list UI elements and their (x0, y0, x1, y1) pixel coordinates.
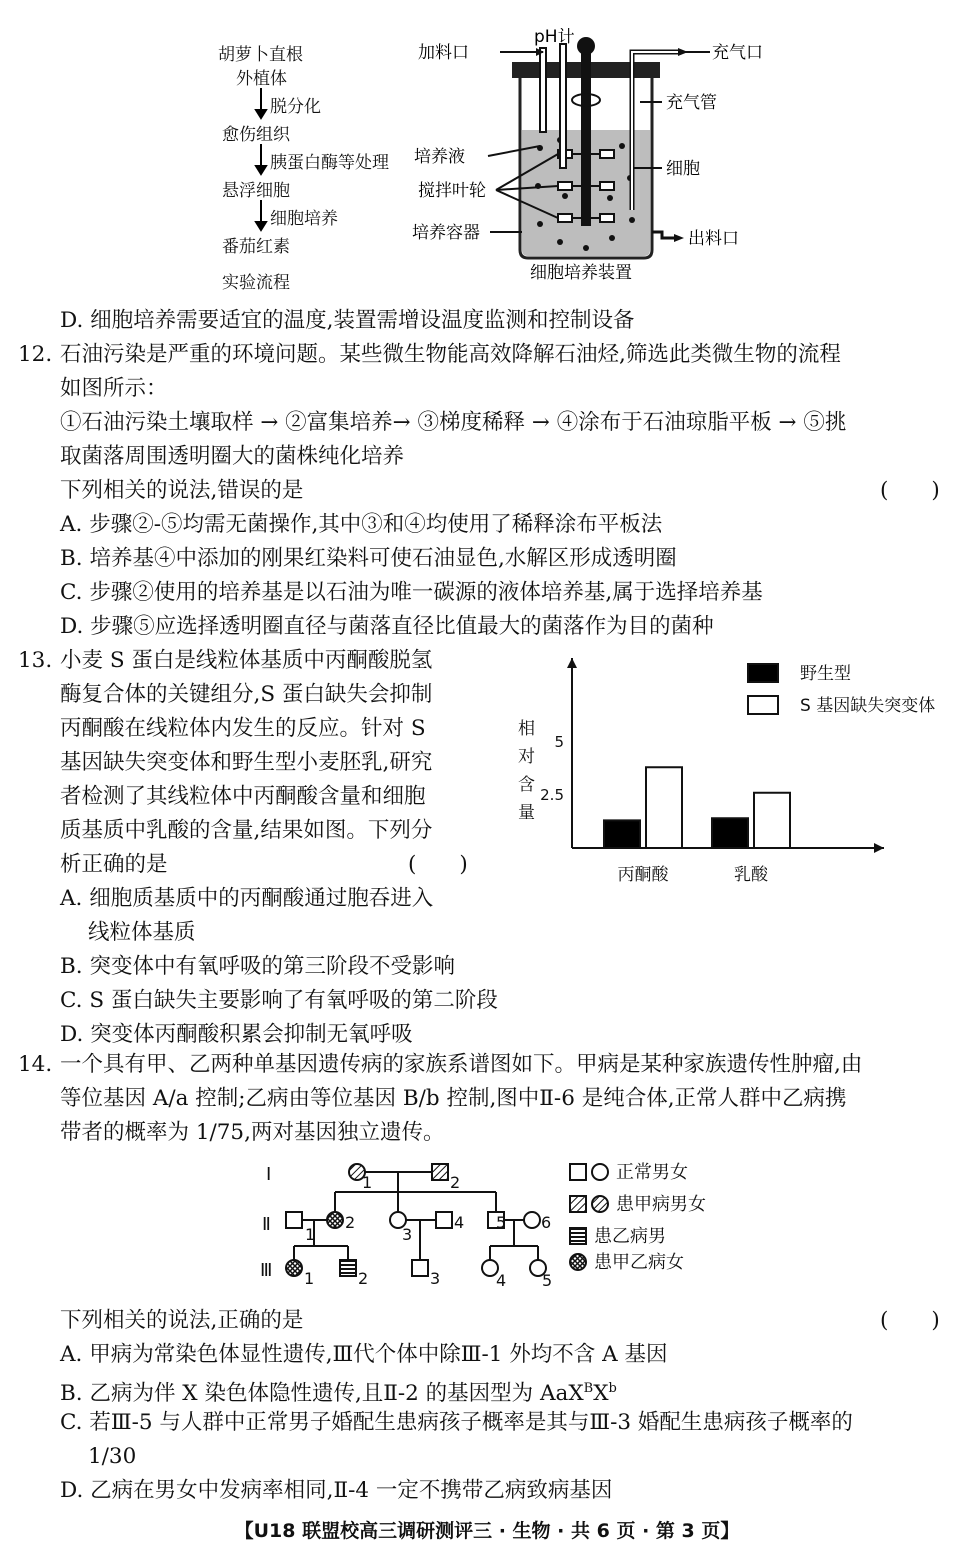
gen-label-1: I (266, 1164, 272, 1185)
q12-number: 12. (18, 342, 53, 367)
q13-option-a-2: 线粒体基质 (88, 920, 196, 945)
label-air-tube: 充气管 (666, 93, 717, 113)
legend-disease-b-male: 患乙病男 (594, 1226, 666, 1247)
flow-step-1b: 外植体 (236, 69, 287, 89)
legend-normal: 正常男女 (616, 1162, 688, 1183)
q13-option-b: B. 突变体中有氧呼吸的第三阶段不受影响 (60, 954, 455, 979)
q12-stem-4: 取菌落周围透明圈大的菌株纯化培养 (60, 444, 405, 469)
legend-label: 野生型 (800, 664, 851, 684)
flow-caption: 实验流程 (222, 273, 290, 293)
y-tick-label: 2.5 (540, 785, 564, 804)
flow-arrow-2-label: 胰蛋白酶等处理 (270, 153, 389, 173)
q14-number: 14. (18, 1052, 53, 1077)
q12-option-c: C. 步骤②使用的培养基是以石油为唯一碳源的液体培养基,属于选择培养基 (60, 580, 763, 605)
y-axis-label-char: 含 (518, 775, 535, 795)
svg-text:6: 6 (541, 1213, 552, 1232)
II-2-female-affected-ab (327, 1212, 343, 1228)
q13-stem-6: 质基质中乳酸的含量,结果如图。下列分 (60, 818, 433, 843)
q12-stem-2: 如图所示： (60, 376, 168, 401)
q14-stem-4: 下列相关的说法,正确的是 (60, 1308, 304, 1333)
q11-option-d: D. 细胞培养需要适宜的温度,装置需增设温度监测和控制设备 (60, 308, 635, 333)
III-1-female-affected-ab (286, 1260, 302, 1276)
q13-stem-2: 酶复合体的关键组分,S 蛋白缺失会抑制 (60, 682, 433, 707)
y-axis-label-char: 对 (518, 747, 535, 767)
label-impeller: 搅拌叶轮 (418, 181, 486, 201)
svg-text:1: 1 (304, 1269, 315, 1288)
q13-stem-4: 基因缺失突变体和野生型小麦胚乳,研究 (60, 750, 433, 775)
bar-0-0 (604, 820, 640, 848)
svg-text:3: 3 (430, 1269, 441, 1288)
q13-bar-chart (500, 648, 960, 898)
flow-arrows (254, 86, 268, 256)
legend-label: S 基因缺失突变体 (800, 696, 936, 716)
III-3-male-normal (412, 1260, 428, 1276)
q14-stem-1: 一个具有甲、乙两种单基因遗传病的家族系谱图如下。甲病是某种家族遗传性肿瘤,由 (60, 1052, 863, 1077)
svg-text:4: 4 (496, 1271, 507, 1290)
label-feed-port: 加料口 (418, 43, 469, 63)
bar-1-1 (754, 793, 790, 848)
svg-text:5: 5 (496, 1213, 507, 1232)
flow-arrow-3-label: 细胞培养 (270, 209, 338, 229)
svg-text:1: 1 (362, 1173, 373, 1192)
q12-stem-5: 下列相关的说法,错误的是 (60, 478, 304, 503)
q14-answer-blank: ( ) (880, 1308, 940, 1333)
flow-arrow-1-label: 脱分化 (270, 97, 321, 117)
label-medium: 培养液 (414, 147, 465, 167)
q14-stem-2: 等位基因 A/a 控制;乙病由等位基因 B/b 控制,图中Ⅱ-6 是纯合体,正常人群中乙病携 (60, 1086, 847, 1111)
label-outlet: 出料口 (688, 229, 739, 249)
flow-step-3: 悬浮细胞 (222, 181, 290, 201)
apparatus-caption: 细胞培养装置 (530, 263, 632, 283)
y-axis-arrow (567, 658, 577, 668)
bar-0-1 (646, 767, 682, 848)
q14-option-c-1: C. 若Ⅲ-5 与人群中正常男子婚配生患病孩子概率是其与Ⅲ-3 婚配生患病孩子概率的 (60, 1410, 853, 1435)
legend-disease-a: 患甲病男女 (616, 1194, 706, 1215)
legend-swatch (748, 664, 778, 682)
label-cells: 细胞 (666, 159, 700, 179)
q12-stem-3: ①石油污染土壤取样 → ②富集培养→ ③梯度稀释 → ④涂布于石油琼脂平板 → ⑤挑 (60, 410, 847, 435)
q13-number: 13. (18, 648, 53, 673)
q14-stem-3: 带者的概率为 1/75,两对基因独立遗传。 (60, 1120, 445, 1145)
I-2-male-affected-a (432, 1164, 448, 1180)
cell-culture-apparatus (400, 28, 780, 286)
svg-text:5: 5 (542, 1271, 553, 1290)
q13-stem-3: 丙酮酸在线粒体内发生的反应。针对 S (60, 716, 426, 741)
flow-step-1: 胡萝卜直根 (218, 45, 303, 65)
svg-text:2: 2 (345, 1213, 356, 1232)
svg-text:1: 1 (305, 1225, 316, 1244)
q14-option-c-2: 1/30 (88, 1444, 137, 1469)
bar-1-0 (712, 818, 748, 848)
q13-stem-1: 小麦 S 蛋白是线粒体基质中丙酮酸脱氢 (60, 648, 433, 673)
svg-text:4: 4 (454, 1213, 465, 1232)
gen-label-3: Ⅲ (260, 1260, 273, 1281)
label-air-inlet: 充气口 (712, 43, 763, 63)
x-axis-arrow (874, 843, 884, 853)
q12-option-d: D. 步骤⑤应选择透明圈直径与菌落直径比值最大的菌落作为目的菌种 (60, 614, 714, 639)
x-tick-label: 乳酸 (734, 865, 768, 885)
legend-swatch (748, 696, 778, 714)
q14-option-a: A. 甲病为常染色体显性遗传,Ⅲ代个体中除Ⅲ-1 外均不含 A 基因 (60, 1342, 668, 1367)
III-2-male-affected-b (340, 1260, 356, 1276)
svg-text:2: 2 (358, 1269, 369, 1288)
pedigree-chart (250, 1156, 750, 1296)
y-tick-label: 5 (554, 732, 564, 751)
q14-option-b: B. 乙病为伴 X 染色体隐性遗传,且Ⅱ-2 的基因型为 $AaX^BX^b$ (60, 1381, 617, 1407)
q13-option-c: C. S 蛋白缺失主要影响了有氧呼吸的第二阶段 (60, 988, 498, 1013)
II-4-male-normal (436, 1212, 452, 1228)
page-footer: 【U18 联盟校高三调研测评三 · 生物 · 共 6 页 · 第 3 页】 (234, 1520, 740, 1542)
svg-text:2: 2 (450, 1173, 461, 1192)
II-6-female-normal (524, 1212, 540, 1228)
q13-option-d: D. 突变体丙酮酸积累会抑制无氧呼吸 (60, 1022, 413, 1047)
apparatus-shaft (581, 50, 591, 226)
q13-answer-blank: ( ) (408, 852, 468, 877)
q14-option-d: D. 乙病在男女中发病率相同,Ⅱ-4 一定不携带乙病致病基因 (60, 1478, 613, 1503)
y-axis-label-char: 相 (518, 719, 535, 739)
flow-step-2: 愈伤组织 (222, 125, 290, 145)
label-container: 培养容器 (412, 223, 480, 243)
q12-stem-1: 石油污染是严重的环境问题。某些微生物能高效降解石油烃,筛选此类微生物的流程 (60, 342, 841, 367)
II-1-male-normal (286, 1212, 302, 1228)
q12-option-b: B. 培养基④中添加的刚果红染料可使石油显色,水解区形成透明圈 (60, 546, 677, 571)
flow-step-4: 番茄红素 (222, 237, 290, 257)
q12-answer-blank: ( ) (880, 478, 940, 503)
q12-option-a: A. 步骤②-⑤均需无菌操作,其中③和④均使用了稀释涂布平板法 (60, 512, 663, 537)
label-ph-meter: pH计 (534, 28, 575, 47)
x-tick-label: 丙酮酸 (617, 865, 669, 885)
q13-stem-5: 者检测了其线粒体中丙酮酸含量和细胞 (60, 784, 426, 809)
q13-stem-7: 析正确的是 (60, 852, 168, 877)
legend-disease-ab-female: 患甲乙病女 (594, 1252, 684, 1273)
svg-text:3: 3 (402, 1225, 413, 1244)
y-axis-label-char: 量 (518, 803, 535, 823)
gen-label-2: Ⅱ (262, 1214, 271, 1235)
q13-option-a-1: A. 细胞质基质中的丙酮酸通过胞吞进入 (60, 886, 434, 911)
